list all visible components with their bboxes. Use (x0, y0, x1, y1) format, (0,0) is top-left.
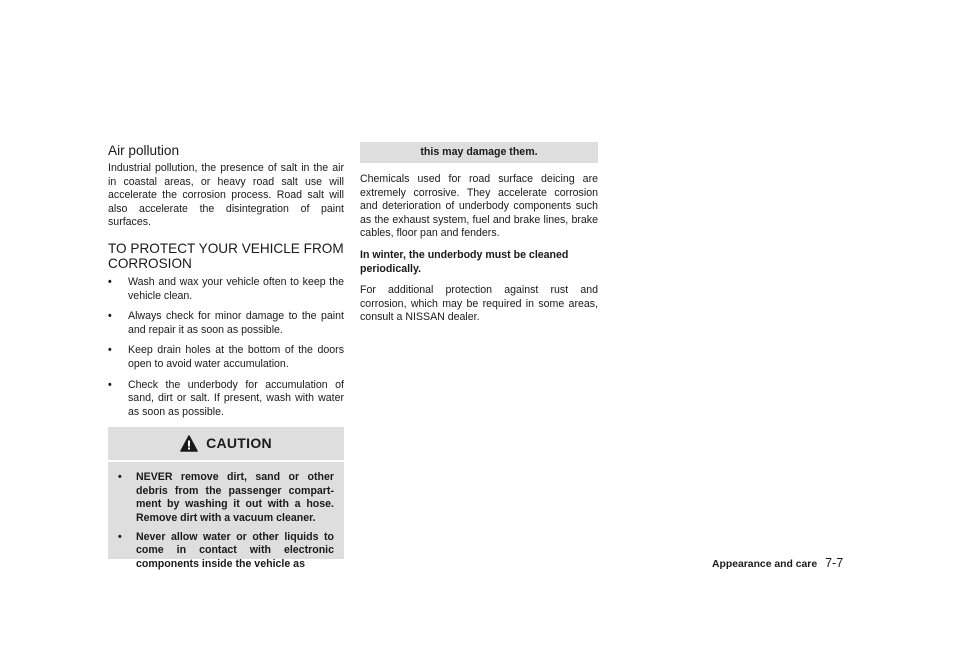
air-pollution-title: Air pollution (108, 143, 180, 158)
list-item (118, 531, 334, 571)
bullet: • (108, 378, 112, 391)
list-item (118, 471, 334, 525)
caution-list (118, 471, 334, 571)
page-number: 7-7 (825, 556, 844, 570)
chemicals-text: Chemicals used for road surface deicing are extremely corrosive. They accelerate corrosion and deterioration of underbody components such as the exhaust system, fuel and brake lines, brake cables, floor pan and fenders. (360, 173, 598, 240)
warning-icon (180, 435, 198, 452)
caution-text: NEVER remove dirt, sand or other debris from the passenger compart- ment by washing it out with a hose. Remove dirt with a vacuum cleaner. (136, 471, 334, 524)
protect-heading-line1: TO PROTECT YOUR VEHICLE FROM (108, 240, 344, 256)
caution-continued: this may damage them. (360, 142, 598, 163)
caution-box (108, 427, 344, 570)
bullet-text: Keep drain holes at the bottom of the doors open to avoid water accumulation. (128, 344, 344, 370)
list-item (108, 379, 344, 420)
protect-bullet-list (108, 276, 344, 419)
bullet-text: Check the underbody for accumulation of sand, dirt or salt. If present, wash with water as soon as possible. (128, 378, 344, 418)
footer-section: Appearance and care (712, 559, 818, 570)
caution-text: Never allow water or other liquids to come in contact with electronic components inside the vehicle as (136, 530, 334, 570)
bullet-text: Always check for minor damage to the paint and repair it as soon as possible. (128, 310, 344, 336)
bullet: • (118, 471, 122, 484)
caution-title: CAUTION (206, 435, 272, 452)
left-column (108, 143, 344, 570)
bullet: • (108, 310, 112, 323)
right-column (360, 143, 598, 333)
bullet: • (118, 530, 122, 543)
protect-heading (108, 241, 344, 271)
bullet: • (108, 275, 112, 288)
additional-protection-text: For additional protection against rust and corrosion, which may be required in some areas, consult a NISSAN dealer. (360, 284, 598, 324)
list-item (108, 310, 344, 337)
protect-heading-line2: CORROSION (108, 255, 192, 271)
bullet-text: Wash and wax your vehicle often to keep the vehicle clean. (128, 275, 344, 302)
page-footer (712, 556, 843, 570)
bullet: • (108, 344, 112, 357)
list-item (108, 344, 344, 371)
air-pollution-text: Industrial pollution, the presence of salt in the air in coastal areas, or heavy road salt use will accelerate the corrosion process. Road salt will also accelerate the disintegration of paint surfaces. (108, 162, 344, 229)
list-item (108, 276, 344, 303)
caution-header (108, 431, 344, 462)
winter-text: In winter, the underbody must be cleaned periodically. (360, 248, 569, 275)
